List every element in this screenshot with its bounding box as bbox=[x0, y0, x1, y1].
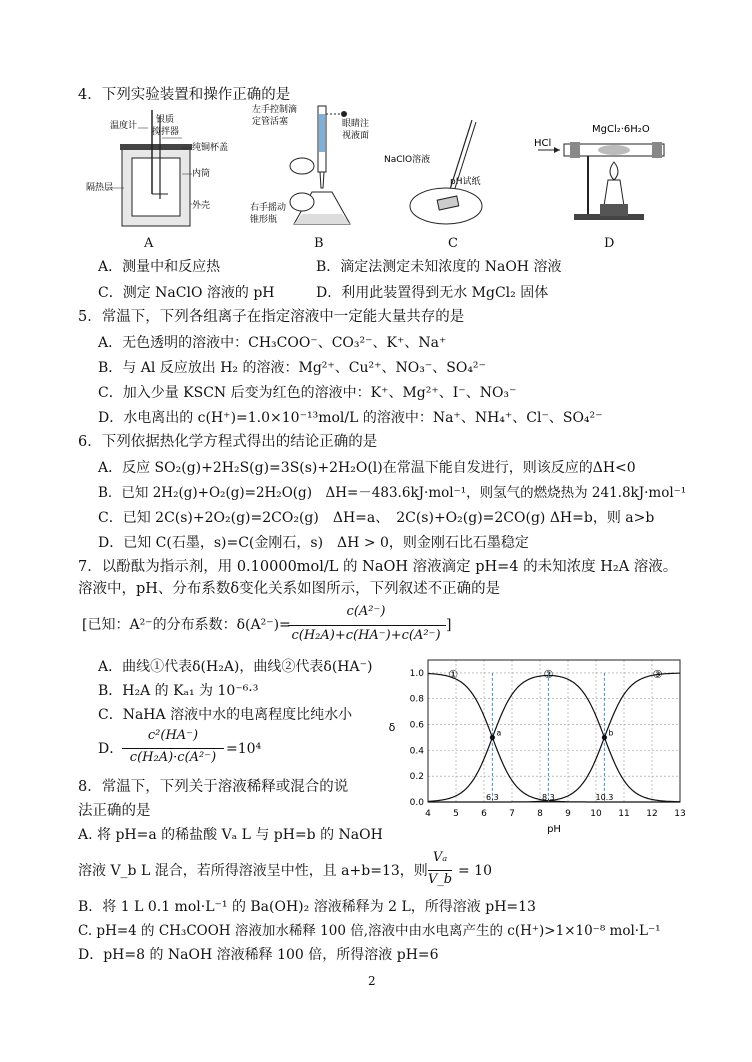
data-point-a bbox=[490, 735, 495, 740]
q6-stem: 6．下列依据热化学方程式得出的结论正确的是 bbox=[78, 434, 378, 450]
q8-stem-line2: 法正确的是 bbox=[78, 803, 151, 819]
y-tick-label: 0.8 bbox=[409, 694, 424, 705]
fig-c-ph-paper bbox=[384, 112, 510, 230]
x-tick-label: 12 bbox=[646, 809, 658, 819]
fig-a-label: A bbox=[144, 236, 154, 251]
q4-option-b[interactable]: B．滴定法测定未知浓度的 NaOH 溶液 bbox=[316, 259, 562, 275]
q5-option-c[interactable]: C．加入少量 KSCN 后变为红色的溶液中：K⁺、Mg²⁺、I⁻、NO₃⁻ bbox=[98, 385, 517, 401]
data-point-label: a bbox=[496, 728, 502, 738]
x-tick-label: 7 bbox=[509, 809, 515, 819]
fig-b-eye-label1: 眼睛注 bbox=[342, 119, 370, 129]
q7-option-d-denominator: c(H₂A)·c(A²⁻) bbox=[129, 750, 217, 765]
x-tick-label: 8 bbox=[537, 809, 543, 819]
curve-label: ② bbox=[543, 667, 554, 681]
q6-option-d[interactable]: D．已知 C(石墨，s)=C(金刚石，s) ΔH > 0，则金刚石比石墨稳定 bbox=[98, 535, 529, 551]
x-tick-label: 4 bbox=[425, 809, 431, 819]
fig-d-apparatus bbox=[534, 118, 694, 222]
q7-option-d-prefix[interactable]: D． bbox=[98, 741, 124, 757]
fig-a-stirrer-label: 银质 bbox=[156, 115, 175, 125]
q7-option-c[interactable]: C．NaHA 溶液中水的电离程度比纯水小 bbox=[98, 707, 353, 723]
fig-d-hcl-label: HCl bbox=[534, 138, 552, 149]
fig-b-label: B bbox=[314, 236, 324, 251]
q8-option-a-numerator: Vₐ bbox=[432, 850, 448, 865]
plot-frame bbox=[428, 660, 680, 802]
x-axis-label: pH bbox=[547, 824, 561, 835]
q4-stem: 4．下列实验装置和操作正确的是 bbox=[78, 87, 291, 103]
x-tick-label: 10 bbox=[590, 809, 602, 819]
q5-option-a[interactable]: A．无色透明的溶液中：CH₃COO⁻、CO₃²⁻、K⁺、Na⁺ bbox=[98, 335, 447, 351]
y-tick-label: 0.4 bbox=[409, 746, 424, 757]
x-tick-label: 5 bbox=[453, 809, 459, 819]
curve-label: ① bbox=[448, 667, 459, 681]
q8-option-c[interactable]: C. pH=4 的 CH₃COOH 溶液加水稀释 100 倍,溶液中由水电离产生的 c(H⁺)>1×10⁻⁸ mol·L⁻¹ bbox=[78, 923, 661, 939]
q5-option-d[interactable]: D．水电离出的 c(H⁺)=1.0×10⁻¹³mol/L 的溶液中：Na⁺、NH₄⁺、Cl⁻、SO₄²⁻ bbox=[98, 410, 603, 426]
marker-label: 10.3 bbox=[595, 793, 614, 802]
q8-option-a-line2[interactable]: 溶液 V_b L 混合，若所得溶液呈中性，且 a+b=13，则 bbox=[78, 863, 428, 879]
fig-a-calorimeter bbox=[82, 104, 232, 232]
fig-a-lid-label: 纯铜杯盖 bbox=[192, 143, 229, 153]
fig-c-solution-label: NaClO溶液 bbox=[384, 155, 431, 165]
q5-stem: 5．常温下，下列各组离子在指定溶液中一定能大量共存的是 bbox=[78, 309, 465, 325]
q8-option-a-line1[interactable]: A. 将 pH=a 的稀盐酸 Vₐ L 与 pH=b 的 NaOH bbox=[78, 827, 383, 843]
q8-option-b[interactable]: B．将 1 L 0.1 mol·L⁻¹ 的 Ba(OH)₂ 溶液稀释为 2 L，所得溶液 pH=13 bbox=[78, 899, 536, 915]
q8-stem-line1: 8．常温下，下列关于溶液稀释或混合的说 bbox=[78, 779, 349, 795]
q7-stem-line2: 溶液中，pH、分布系数δ变化关系如图所示，下列叙述不正确的是 bbox=[78, 581, 501, 597]
y-tick-label: 0.2 bbox=[409, 772, 424, 783]
y-axis-label: δ bbox=[388, 721, 396, 734]
data-point-b bbox=[602, 735, 607, 740]
series-line-1 bbox=[428, 674, 680, 802]
q7-known-fraction-bar bbox=[288, 625, 446, 626]
fig-d-salt-label: MgCl₂·6H₂O bbox=[592, 124, 650, 135]
data-point-label: b bbox=[608, 728, 614, 738]
x-tick-label: 13 bbox=[674, 809, 686, 819]
fig-b-eye-label2: 视液面 bbox=[342, 131, 370, 141]
marker-label: 8.3 bbox=[542, 793, 555, 802]
q8-option-a-suffix: = 10 bbox=[458, 863, 492, 879]
q4-option-a[interactable]: A．测量中和反应热 bbox=[98, 259, 221, 275]
fig-a-stirrer-label2: 搅拌器 bbox=[152, 127, 180, 137]
fig-a-insulation-label: 隔热层 bbox=[86, 183, 114, 193]
q7-known-denominator: c(H₂A)+c(HA⁻)+c(A²⁻) bbox=[291, 628, 441, 643]
q6-option-a[interactable]: A．反应 SO₂(g)+2H₂S(g)=3S(s)+2H₂O(l)在常温下能自发进行，则该反应的ΔH<0 bbox=[98, 460, 636, 476]
fig-b-right-label2: 锥形瓶 bbox=[250, 215, 278, 225]
series-line-3 bbox=[428, 673, 680, 802]
q7-stem-line1: 7．以酚酞为指示剂，用 0.10000mol/L 的 NaOH 溶液滴定 pH=4 的未知浓度 H₂A 溶液。 bbox=[78, 559, 678, 575]
q7-option-d-fraction-bar bbox=[122, 748, 224, 749]
fig-b-left-label1: 左手控制滴 bbox=[252, 105, 298, 115]
fig-b-right-label1: 右手摇动 bbox=[250, 203, 287, 213]
series-line-2 bbox=[428, 675, 680, 801]
q7-known-numerator: c(A²⁻) bbox=[346, 604, 386, 619]
q5-option-b[interactable]: B．与 Al 反应放出 H₂ 的溶液：Mg²⁺、Cu²⁺、NO₃⁻、SO₄²⁻ bbox=[98, 360, 486, 376]
q7-option-b[interactable]: B．H₂A 的 Kₐ₁ 为 10⁻⁶·³ bbox=[98, 683, 259, 699]
x-tick-label: 6 bbox=[481, 809, 487, 819]
fig-a-outer-label: 外壳 bbox=[192, 201, 211, 211]
x-tick-label: 9 bbox=[565, 809, 571, 819]
q4-option-c[interactable]: C．测定 NaClO 溶液的 pH bbox=[98, 285, 275, 301]
fig-c-paper-label: pH试纸 bbox=[450, 177, 481, 187]
curve-label: ③ bbox=[652, 667, 663, 681]
q7-option-d-suffix: =10⁴ bbox=[226, 741, 262, 757]
q6-option-b[interactable]: B．已知 2H₂(g)+O₂(g)=2H₂O(g) ΔH=－483.6kJ·mol⁻¹，则氢气的燃烧热为 241.8kJ·mol⁻¹ bbox=[98, 485, 687, 501]
q8-option-d[interactable]: D．pH=8 的 NaOH 溶液稀释 100 倍，所得溶液 pH=6 bbox=[78, 947, 439, 963]
fig-d-label: D bbox=[604, 236, 615, 251]
y-tick-label: 0.6 bbox=[409, 720, 424, 731]
q4-option-d[interactable]: D．利用此装置得到无水 MgCl₂ 固体 bbox=[316, 285, 549, 301]
q8-option-a-fraction-bar bbox=[428, 870, 452, 871]
q7-distribution-chart bbox=[374, 652, 694, 838]
y-tick-label: 1.0 bbox=[409, 668, 424, 679]
fig-a-thermometer-label: 温度计 bbox=[110, 121, 138, 131]
fig-c-label: C bbox=[448, 236, 458, 251]
q7-known-prefix: [已知：A²⁻的分布系数：δ(A²⁻)= bbox=[82, 617, 291, 633]
q8-option-a-denominator: V_b bbox=[427, 872, 453, 887]
y-tick-label: 0.0 bbox=[409, 798, 424, 808]
q7-known-close: ] bbox=[446, 617, 452, 633]
marker-label: 6.3 bbox=[486, 793, 499, 802]
q6-option-c[interactable]: C．已知 2C(s)+2O₂(g)=2CO₂(g) ΔH=a、 2C(s)+O₂(g)=2CO(g) ΔH=b，则 a>b bbox=[98, 510, 655, 526]
fig-b-left-label2: 定管活塞 bbox=[252, 117, 289, 127]
fig-b-titration bbox=[246, 100, 376, 232]
page-number: 2 bbox=[368, 974, 376, 988]
q7-option-d-numerator: c²(HA⁻) bbox=[147, 728, 199, 743]
q7-option-a[interactable]: A．曲线①代表δ(H₂A)，曲线②代表δ(HA⁻) bbox=[98, 659, 373, 675]
fig-a-inner-label: 内筒 bbox=[192, 169, 211, 179]
x-tick-label: 11 bbox=[618, 809, 630, 819]
